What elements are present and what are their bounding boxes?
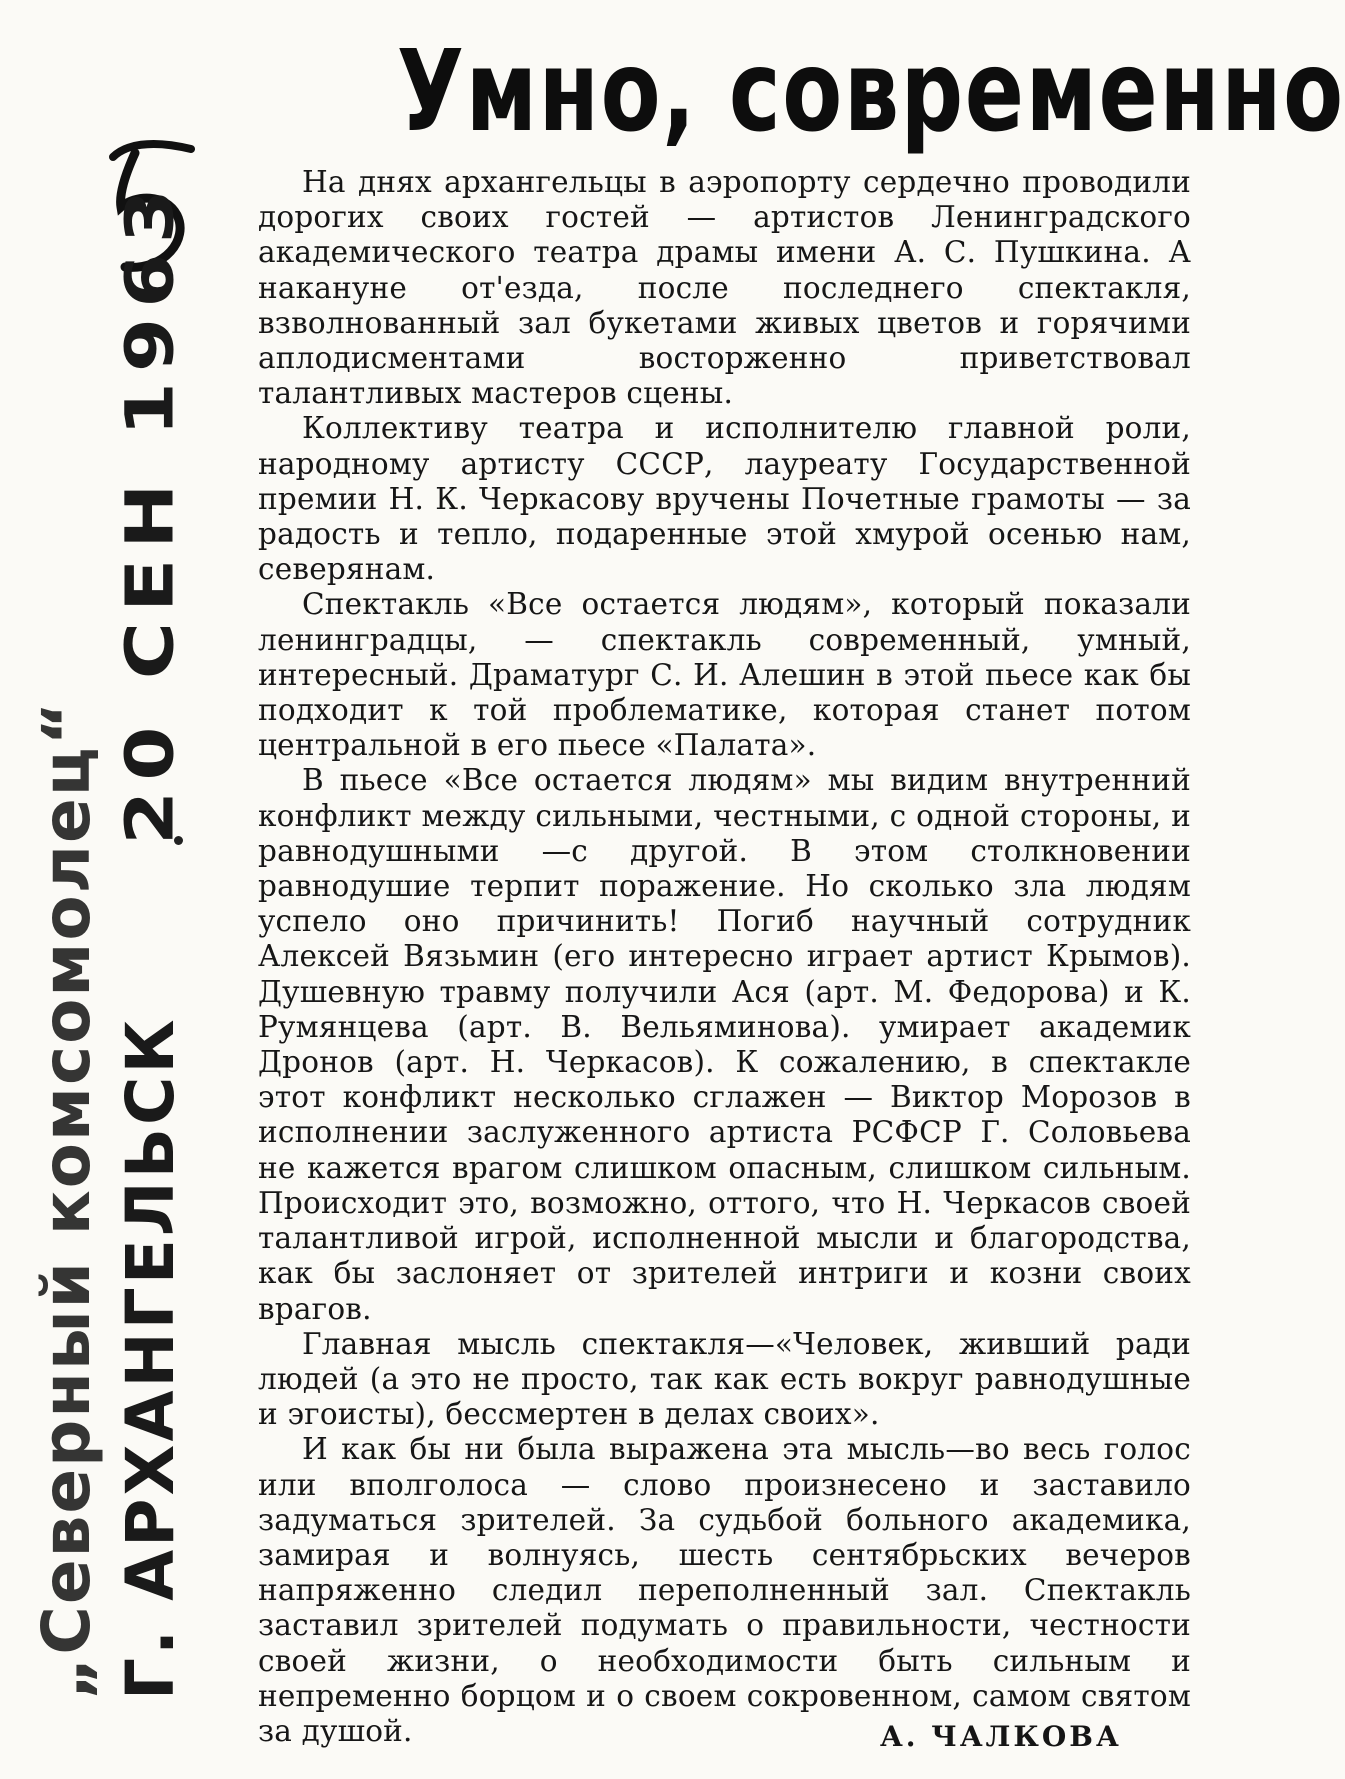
author-signature: А. ЧАЛКОВА (880, 1720, 1122, 1753)
paragraph: Спектакль «Все остается людям», который показали ленинградцы, — спектакль современный, умный, интересный. Драматург С. И. Алешин в этой пьесе как бы подходит к той проблематике, которая станет потом центральной в его пьесе «Палата». (258, 587, 1191, 763)
paragraph: Коллективу театра и исполнителю главной роли, народному артисту СССР, лауреату Государственной премии Н. К. Черкасову вручены Почетные грамоты — за радость и тепло, подаренные этой хмурой осенью нам, северянам. (258, 411, 1191, 587)
stamp-newspaper-name: „Северный комсомолец“ (28, 699, 105, 1700)
paragraph: На днях архангельцы в аэропорту сердечно проводили дорогих своих гостей — артистов Ленинградского академического театра драмы имени А. С. Пушкина. А накануне от'езда, после последнего спектакля, взволнованный зал букетами живых цветов и горячими аплодисментами восторженно приветствовал талантливых мастеров сцены. (258, 165, 1191, 411)
stamp-city: Г. АРХАНГЕЛЬСК (112, 1016, 189, 1700)
paragraph: В пьесе «Все остается людям» мы видим внутренний конфликт между сильными, честными, с одной стороны, и равнодушными —с другой. В этом столкновении равнодушие терпит поражение. Но сколько зла людям успело оно причинить! Погиб научный сотрудник Алексей Вязьмин (его интересно играет артист Крымов). Душевную травму получили Ася (арт. М. Федорова) и К. Румянцева (арт. В. Вельяминова). умирает академик Дронов (арт. Н. Черкасов). К сожалению, в спектакле этот конфликт несколько сглажен — Виктор Морозов в исполнении заслуженного артиста РСФСР Г. Соловьева не кажется врагом слишком опасным, слишком сильным. Происходит это, возможно, оттого, что Н. Черкасов своей талантливой игрой, исполненной мысли и благородства, как бы заслоняет от зрителей интриги и козни своих врагов. (258, 763, 1191, 1326)
paragraph: И как бы ни была выражена эта мысль—во весь голос или вполголоса — слово произнесено и заставило задуматься зрителей. За судьбой больного академика, замирая и волнуясь, шесть сентябрьских вечеров напряженно следил переполненный зал. Спектакль заставил зрителей подумать о правильности, честности своей жизни, о необходимости быть сильным и непременно борцом и о своем сокровенном, самом святом за душой. (258, 1432, 1191, 1748)
paragraph: Главная мысль спектакля—«Человек, живший ради людей (а это не просто, так как есть вокруг равнодушные и эгоисты), бессмертен в делах своих». (258, 1326, 1191, 1432)
article-body (258, 165, 1191, 1749)
article-headline: Умно, современно (396, 27, 1345, 157)
stamp-date: 20 СЕН 1963 (112, 179, 189, 845)
